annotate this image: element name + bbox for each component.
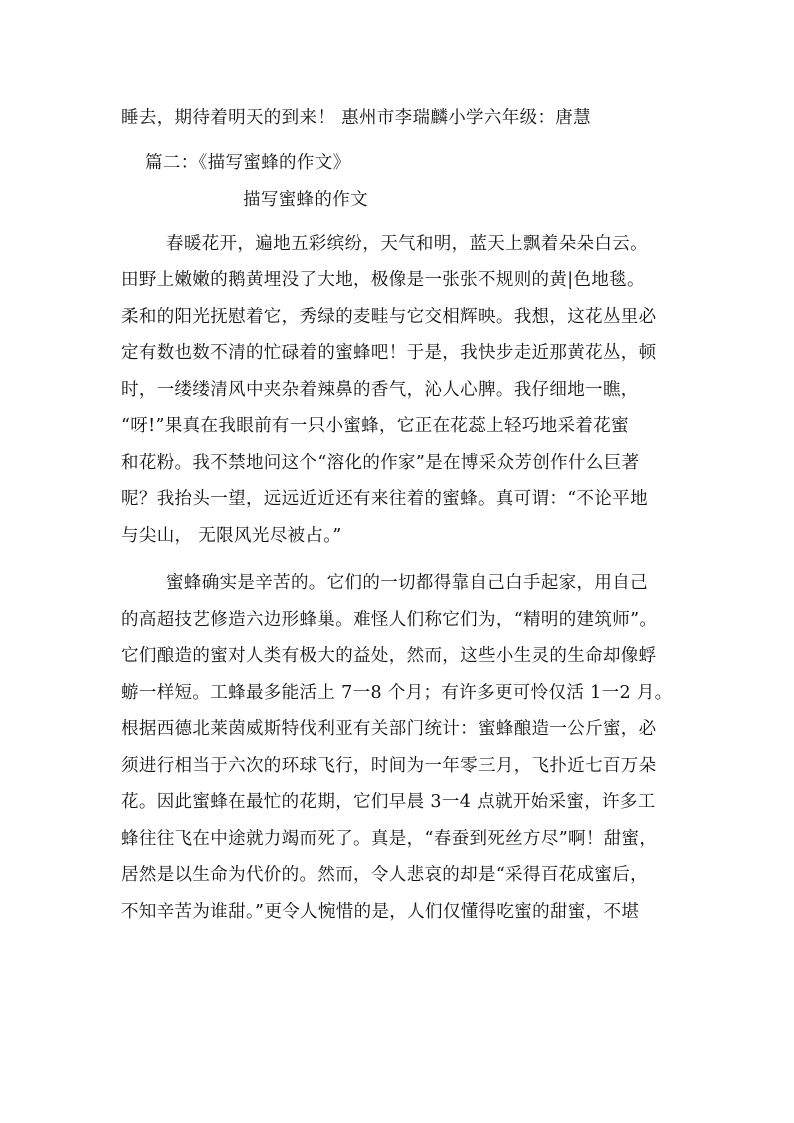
text-line-21: 居然是以生命为代价的。然而，令人悲哀的却是“采得百花成蜜后，	[121, 865, 648, 885]
text-line-13: 蜜蜂确实是辛苦的。它们的一切都得靠自己白手起家，用自己	[166, 573, 648, 593]
text-line-5: 田野上嫩嫩的鹅黄埋没了大地，极像是一张张不规则的黄|色地毯。	[121, 270, 645, 290]
text-line-1: 睡去，期待着明天的到来！ 惠州市李瑞麟小学六年级：唐慧	[121, 108, 592, 128]
article-title: 描写蜜蜂的作文	[243, 190, 368, 210]
text-line-15: 它们酿造的蜜对人类有极大的益处，然而，这些小生灵的生命却像蜉	[121, 646, 657, 666]
text-line-17: 根据西德北莱茵威斯特伐利亚有关部门统计：蜜蜂酿造一公斤蜜，必	[121, 719, 657, 739]
text-line-10: 和花粉。我不禁地问这个“溶化的作家”是在博采众芳创作什么巨著	[121, 453, 640, 473]
text-line-11: 呢？我抬头一望，远远近近还有来往着的蜜蜂。真可谓：“不论平地	[121, 489, 648, 509]
text-line-6: 柔和的阳光抚慰着它，秀绿的麦畦与它交相辉映。我想，这花丛里必	[121, 307, 657, 327]
text-line-19: 花。因此蜜蜂在最忙的花期，它们早晨 3一4 点就开始采蜜，许多工	[121, 792, 656, 812]
text-line-20: 蜂往往飞在中途就力竭而死了。真是，“春蚕到死丝方尽”啊！甜蜜，	[121, 829, 658, 849]
text-line-18: 须进行相当于六次的环球飞行，时间为一年零三月，飞扑近七百万朵	[121, 756, 657, 776]
text-line-7: 定有数也数不清的忙碌着的蜜蜂吧！于是，我快步走近那黄花丛，顿	[121, 343, 657, 363]
text-line-14: 的高超技艺修造六边形蜂巢。难怪人们称它们为，“精明的建筑师”。	[121, 610, 658, 630]
text-line-8: 时，一缕缕清风中夹杂着辣鼻的香气，沁人心脾。我仔细地一瞧，	[121, 380, 639, 400]
text-line-16: 蝣一样短。工蜂最多能活上 7一8 个月；有许多更可怜仅活 1一2 月。	[121, 683, 673, 703]
text-line-9: “呀!”果真在我眼前有一只小蜜蜂，它正在花蕊上轻巧地采着花蜜	[121, 416, 629, 436]
section-heading: 篇二：《描写蜜蜂的作文》	[145, 153, 351, 173]
text-line-22: 不知辛苦为谁甜。”更令人惋惜的是，人们仅懂得吃蜜的甜蜜，不堪	[121, 902, 640, 922]
text-line-12: 与尖山， 无限风光尽被占。”	[121, 526, 342, 546]
text-line-4: 春暖花开，遍地五彩缤纷，天气和明，蓝天上飘着朵朵白云。	[166, 234, 648, 254]
